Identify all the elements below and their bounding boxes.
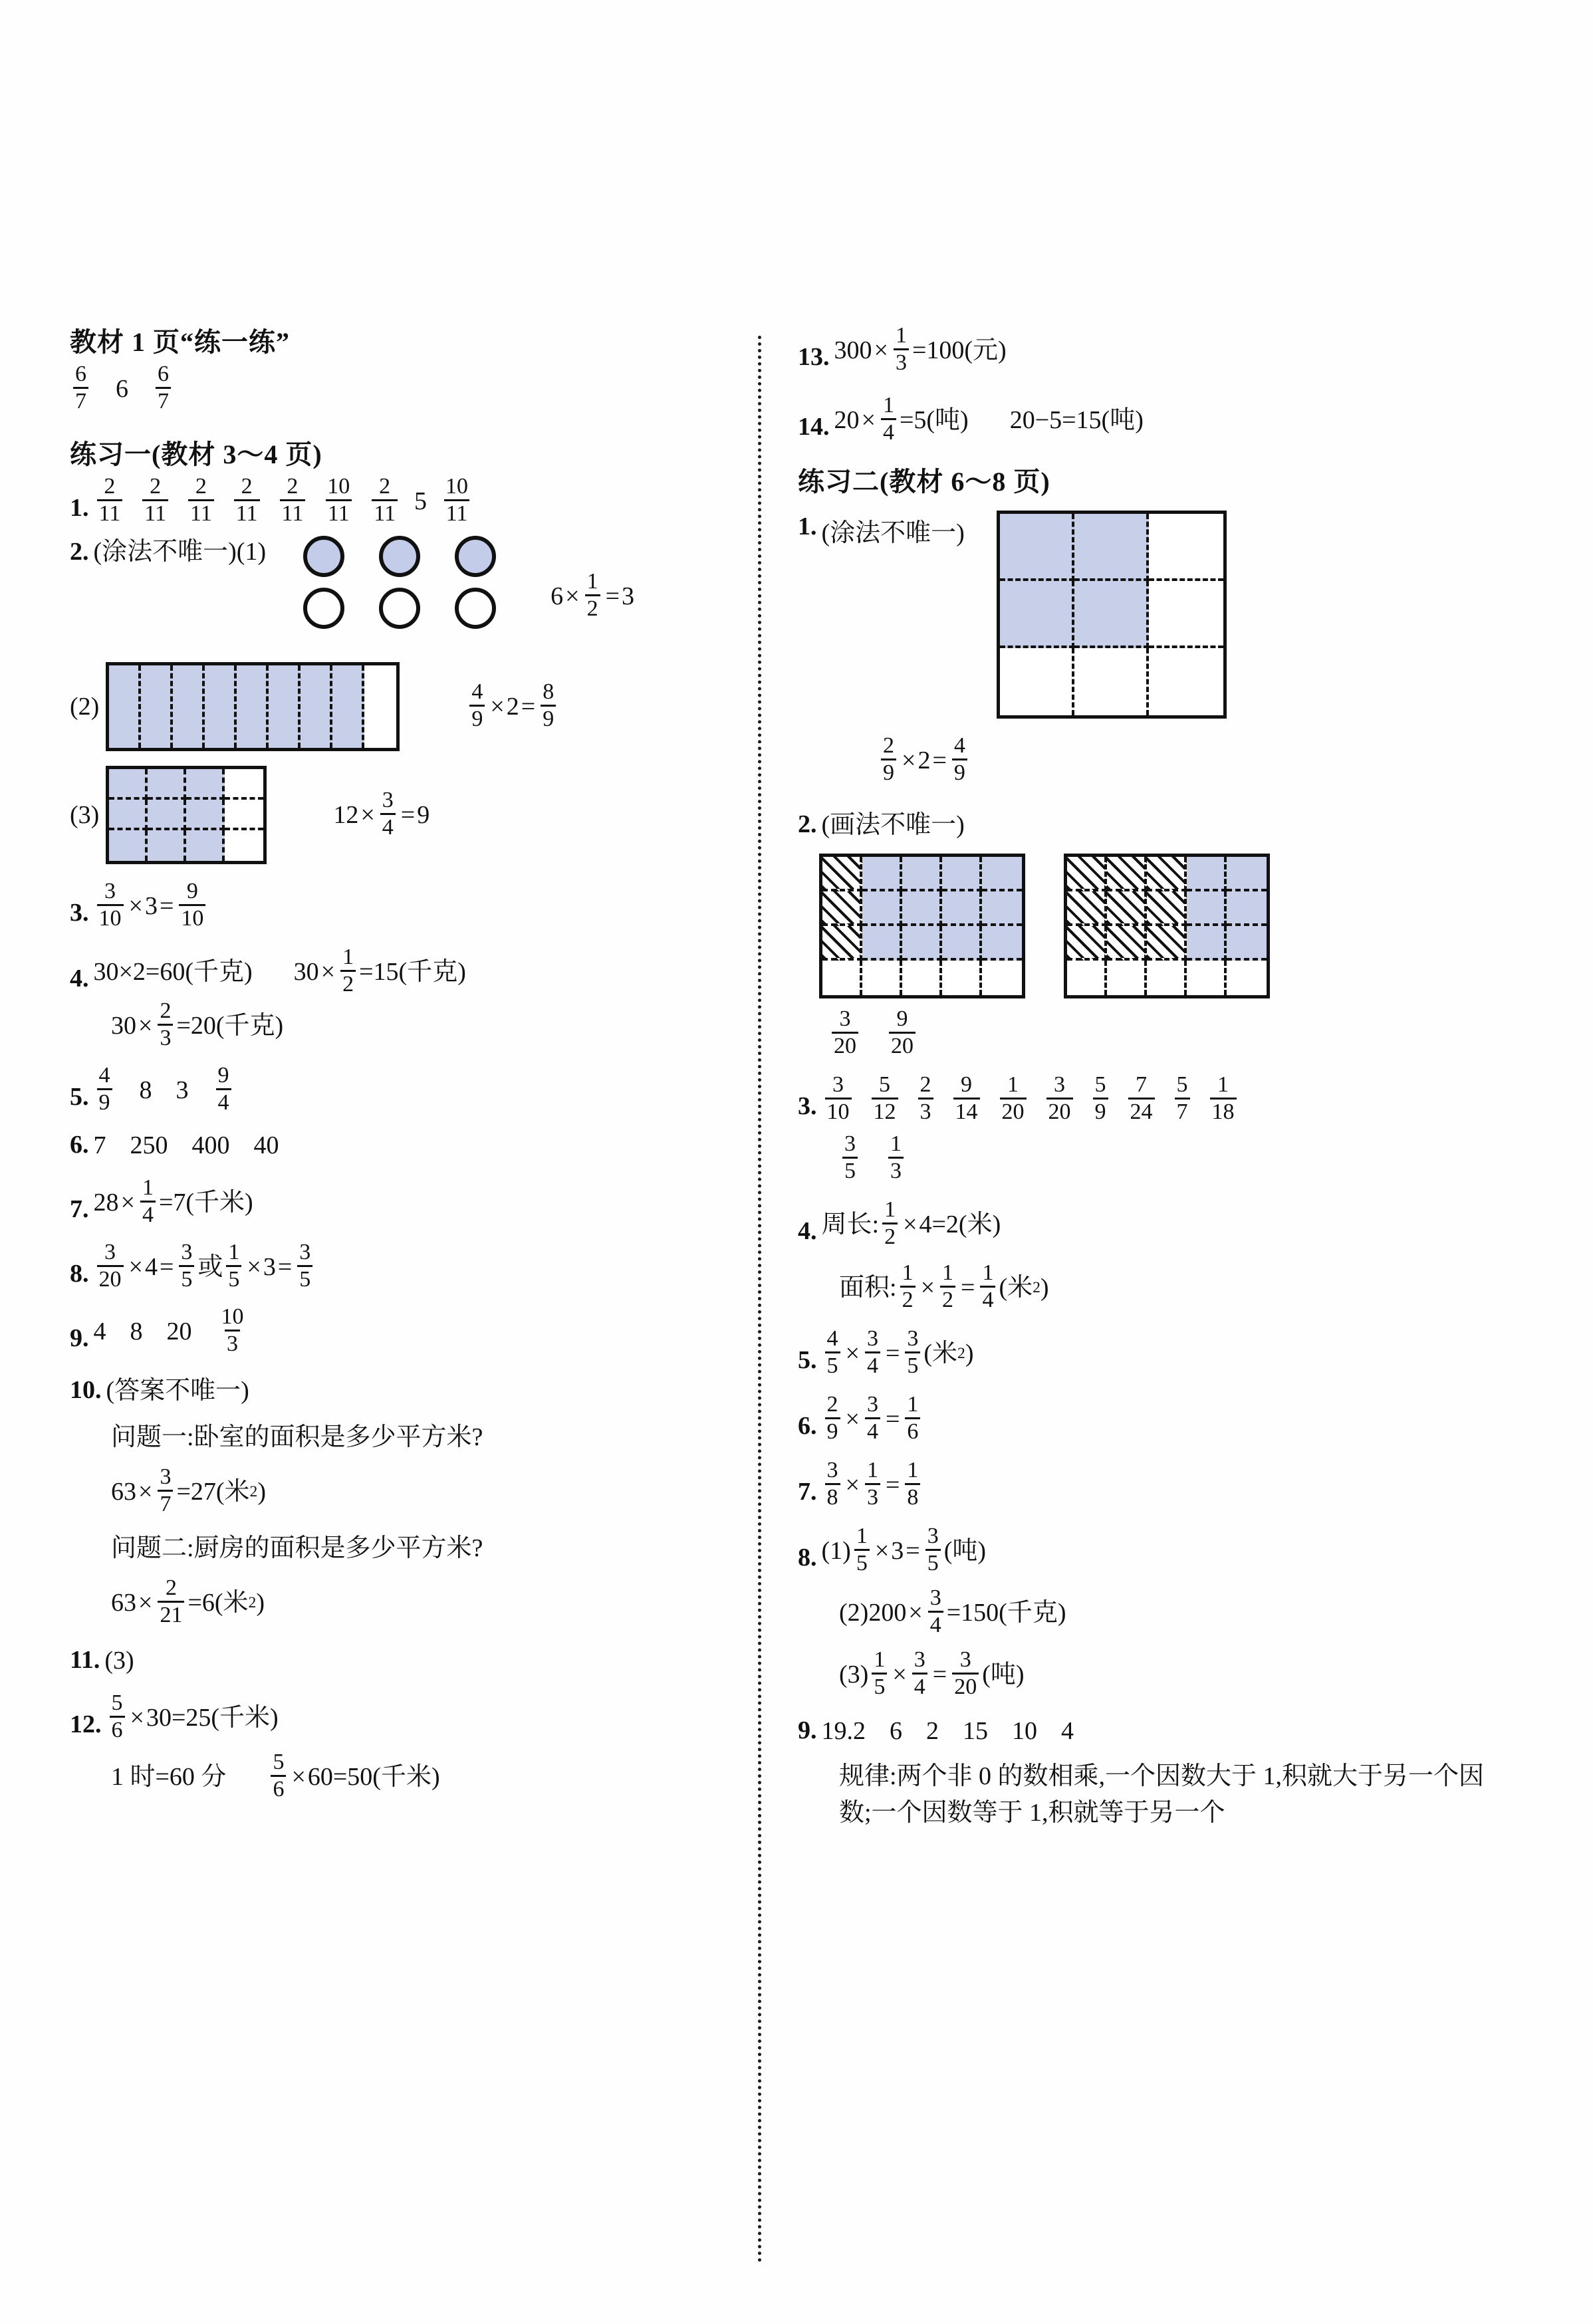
value: 4 bbox=[93, 1317, 106, 1345]
question-number: 8. bbox=[798, 1544, 817, 1572]
grid-cell bbox=[982, 891, 1022, 926]
fraction: $\frac{1}{5}$ bbox=[854, 1525, 870, 1575]
fraction: $\frac{1}{5}$ bbox=[872, 1649, 887, 1698]
grid-cell bbox=[982, 961, 1022, 995]
question-number: 1. bbox=[70, 494, 89, 523]
grid-cell bbox=[822, 961, 862, 995]
label: 面积: bbox=[839, 1273, 897, 1302]
grid-cell bbox=[822, 926, 862, 961]
grid-cell bbox=[982, 926, 1022, 961]
circle-empty bbox=[379, 588, 420, 629]
question-number: 3. bbox=[798, 1092, 817, 1121]
grid-cell bbox=[1149, 581, 1223, 648]
hatch-grid-b-5x4 bbox=[1064, 854, 1270, 998]
heading-textbook-page1: 教材 1 页“练一练” bbox=[70, 327, 290, 357]
grid-cell bbox=[1187, 857, 1227, 891]
question-number: 13. bbox=[798, 343, 830, 372]
fraction: $\frac{4}{5}$ bbox=[825, 1328, 840, 1377]
grid-cell bbox=[1000, 581, 1074, 648]
fraction: $\frac{1}{4}$ bbox=[881, 394, 896, 444]
grid-cell bbox=[109, 830, 148, 861]
fraction: $\frac{2}{3}$ bbox=[158, 1000, 173, 1050]
fraction: $\frac{3}{10}$ bbox=[825, 1074, 852, 1123]
fraction: $\frac{2}{11}$ bbox=[372, 475, 398, 525]
value: 10 bbox=[1012, 1717, 1037, 1746]
part-label: (2) bbox=[839, 1598, 869, 1627]
grid-cell bbox=[186, 769, 225, 800]
question-number: 2. bbox=[798, 810, 817, 839]
grid-cell bbox=[1074, 514, 1149, 581]
question-10-sub2-title: 问题二:厨房的面积是多少平方米? bbox=[111, 1534, 483, 1563]
grid-cell bbox=[1067, 857, 1107, 891]
question-r3-row2 bbox=[839, 1131, 1516, 1184]
fraction: $\frac{2}{11}$ bbox=[97, 475, 123, 525]
question-9-row bbox=[70, 1304, 721, 1357]
grid-cell bbox=[1227, 961, 1267, 995]
question-4-row2 bbox=[111, 998, 721, 1051]
circle-row-empty bbox=[303, 588, 531, 629]
question-12-row2: 1 时=60 分 $\frac{5}{6}$ × 60 =50(千米) bbox=[111, 1750, 440, 1801]
answer-text: (3) bbox=[104, 1647, 134, 1675]
question-6-row bbox=[70, 1129, 721, 1163]
value: 20 bbox=[166, 1317, 192, 1345]
grid-cell bbox=[225, 830, 263, 861]
question-r7-row: 7. $\frac{3}{8}$ × $\frac{1}{3}$ = $\frac{1}{8}$ bbox=[798, 1460, 1516, 1510]
value: 6 bbox=[116, 374, 128, 403]
circle-filled bbox=[455, 536, 496, 577]
value: 250 bbox=[130, 1131, 168, 1160]
fraction: $\frac{1}{2}$ bbox=[340, 946, 356, 996]
grid-cell bbox=[225, 800, 263, 830]
question-r4-row1: 4. 周长: $\frac{1}{2}$ × 4 =2(米) bbox=[798, 1197, 1001, 1249]
grid-cell bbox=[109, 800, 148, 830]
fraction: $\frac{9}{14}$ bbox=[953, 1074, 980, 1123]
question-11-row bbox=[70, 1644, 721, 1679]
fraction: $\frac{3}{4}$ bbox=[865, 1328, 880, 1377]
grid-cell bbox=[1149, 648, 1223, 715]
part-label: (1) bbox=[821, 1536, 851, 1565]
question-1-row bbox=[70, 474, 721, 526]
fraction: $\frac{3}{4}$ bbox=[380, 789, 396, 839]
grid-cell bbox=[942, 961, 982, 995]
question-4-row bbox=[70, 947, 721, 997]
fraction: $\frac{1}{3}$ bbox=[894, 324, 909, 374]
fraction: $\frac{3}{20}$ bbox=[952, 1649, 979, 1698]
question-7-row: 7. 28 × $\frac{1}{4}$ =7(千米) bbox=[70, 1175, 253, 1227]
left-column bbox=[70, 326, 721, 1806]
question-14-row: 14. 20 × $\frac{1}{4}$ =5(吨) 20−5=15(吨) bbox=[798, 393, 1144, 445]
fraction: $\frac{5}{7}$ bbox=[1175, 1074, 1190, 1123]
question-number: 8. bbox=[70, 1260, 89, 1288]
grid-cell bbox=[982, 857, 1022, 891]
question-r6-row: 6. $\frac{2}{9}$ × $\frac{3}{4}$ = $\frac{1}{6}$ bbox=[798, 1395, 1516, 1445]
grid-cell bbox=[148, 830, 186, 861]
right-column bbox=[798, 323, 1516, 1831]
question-number: 9. bbox=[798, 1716, 817, 1745]
circle-row-filled bbox=[303, 536, 531, 577]
fraction: $\frac{1}{5}$ bbox=[226, 1241, 241, 1291]
value: 6 bbox=[890, 1717, 902, 1746]
hatch-grid-a-5x4 bbox=[819, 854, 1025, 998]
question-number: 9. bbox=[70, 1324, 89, 1353]
grid-cell bbox=[1067, 961, 1107, 995]
grid-cell bbox=[1074, 648, 1149, 715]
grid-cell bbox=[1149, 514, 1223, 581]
grid-cell bbox=[1107, 926, 1147, 961]
question-2-header bbox=[70, 536, 721, 639]
question-r3-row1 bbox=[798, 1072, 1516, 1125]
fraction: $\frac{3}{5}$ bbox=[905, 1328, 920, 1377]
question-number: 7. bbox=[798, 1478, 817, 1506]
question-3-row: 3. $\frac{3}{10}$ × 3 = $\frac{9}{10}$ bbox=[70, 881, 721, 931]
question-number: 6. bbox=[70, 1131, 89, 1159]
fraction: $\frac{1}{2}$ bbox=[585, 570, 600, 620]
grid-cell bbox=[942, 857, 982, 891]
equation-2-1: 6 × $\frac{1}{2}$ = 3 bbox=[551, 569, 634, 621]
value: 2 bbox=[926, 1717, 939, 1746]
question-12-row: 12. $\frac{5}{6}$ × 30 =25(千米) bbox=[70, 1690, 279, 1742]
heading-practice-one: 练习一(教材 3～4 页) bbox=[70, 439, 322, 469]
question-number: 2. bbox=[70, 538, 89, 566]
grid-cell bbox=[862, 926, 902, 961]
grid-cell bbox=[109, 769, 148, 800]
grid-cell bbox=[1067, 926, 1107, 961]
fraction: $\frac{10}{11}$ bbox=[443, 475, 470, 525]
question-number: 14. bbox=[798, 413, 830, 441]
grid-cell bbox=[148, 769, 186, 800]
fraction: $\frac{2}{11}$ bbox=[280, 475, 306, 525]
fraction: $\frac{4}{9}$ bbox=[469, 681, 485, 731]
question-r4-row2: 面积: $\frac{1}{2}$ × $\frac{1}{2}$ = $\frac{1}{4}$ (米 2 ) bbox=[839, 1260, 1049, 1312]
fraction: $\frac{3}{8}$ bbox=[825, 1459, 840, 1509]
label: 周长: bbox=[821, 1210, 880, 1238]
grid-cell bbox=[1147, 857, 1187, 891]
fraction: $\frac{5}{6}$ bbox=[110, 1692, 125, 1742]
fraction: $\frac{7}{24}$ bbox=[1128, 1074, 1155, 1123]
grid-cell bbox=[225, 769, 263, 800]
fraction: $\frac{1}{2}$ bbox=[882, 1199, 898, 1248]
fraction: $\frac{2}{11}$ bbox=[142, 475, 168, 525]
expression: 20−5=15(吨) bbox=[1009, 406, 1144, 434]
circle-empty bbox=[455, 588, 496, 629]
question-10-sub1-title: 问题一:卧室的面积是多少平方米? bbox=[111, 1423, 483, 1452]
grid-cell bbox=[1107, 891, 1147, 926]
fraction: $\frac{1}{2}$ bbox=[940, 1262, 955, 1312]
fraction: $\frac{2}{21}$ bbox=[158, 1577, 184, 1627]
fraction: $\frac{5}{6}$ bbox=[271, 1751, 286, 1801]
grid-cell bbox=[902, 891, 942, 926]
value: 400 bbox=[191, 1131, 230, 1160]
grid-cell bbox=[822, 891, 862, 926]
fraction: $\frac{1}{4}$ bbox=[140, 1177, 156, 1226]
question-number: 6. bbox=[798, 1412, 817, 1441]
question-8-row: 8. $\frac{3}{20}$ × 4 = $\frac{3}{5}$ 或 $\frac{1}{5}$ × 3 = $\frac{3}{5}$ bbox=[70, 1242, 721, 1292]
question-2-part2 bbox=[70, 662, 721, 751]
question-r8-part2: (2) 200 × $\frac{3}{4}$ =150(千克) bbox=[839, 1585, 1066, 1637]
grid-cell bbox=[902, 857, 942, 891]
grid-cell bbox=[1187, 891, 1227, 926]
circle-filled bbox=[379, 536, 420, 577]
grid-cell bbox=[1000, 514, 1074, 581]
note-text: (涂法不唯一) bbox=[821, 519, 965, 547]
question-number: 5. bbox=[70, 1083, 89, 1111]
grid-cell bbox=[1147, 961, 1187, 995]
question-r2-header bbox=[798, 808, 1516, 843]
fraction: $\frac{1}{3}$ bbox=[865, 1459, 880, 1509]
fraction: $\frac{3}{5}$ bbox=[297, 1241, 312, 1291]
expression: 30 × $\frac{1}{2}$ =15(千克) bbox=[293, 945, 466, 996]
grid-cell bbox=[173, 665, 205, 748]
question-r8-part1: 8. (1) $\frac{1}{5}$ × 3 = $\frac{3}{5}$ (吨) bbox=[798, 1524, 986, 1575]
grid-cell bbox=[186, 830, 225, 861]
question-r2-answers bbox=[828, 1006, 1516, 1059]
fraction: $\frac{1}{3}$ bbox=[888, 1133, 904, 1183]
grid-cell bbox=[942, 891, 982, 926]
fraction: $\frac{4}{9}$ bbox=[952, 735, 967, 784]
fraction: $\frac{5}{9}$ bbox=[1093, 1074, 1108, 1123]
grid-cell bbox=[1227, 926, 1267, 961]
fraction: $\frac{2}{9}$ bbox=[881, 735, 896, 784]
question-10-sub1-eq: 63 × $\frac{3}{7}$ =27(米 2 ) bbox=[111, 1464, 266, 1516]
fraction: $\frac{6}{7}$ bbox=[156, 363, 171, 413]
question-5-row bbox=[70, 1063, 721, 1115]
value: 19.2 bbox=[821, 1717, 866, 1746]
fraction: $\frac{1}{4}$ bbox=[980, 1262, 995, 1312]
value: 4 bbox=[1061, 1717, 1074, 1746]
fraction: $\frac{2}{9}$ bbox=[825, 1393, 840, 1443]
circle-filled bbox=[303, 536, 344, 577]
grid-cell bbox=[1227, 857, 1267, 891]
fraction: $\frac{3}{4}$ bbox=[865, 1393, 880, 1443]
grid-cell bbox=[902, 926, 942, 961]
fraction: $\frac{6}{7}$ bbox=[73, 363, 88, 413]
fraction: $\frac{1}{18}$ bbox=[1210, 1074, 1237, 1123]
question-number: 4. bbox=[798, 1217, 817, 1246]
fraction: $\frac{2}{3}$ bbox=[918, 1074, 933, 1123]
question-number: 5. bbox=[798, 1346, 817, 1375]
grid-cell bbox=[301, 665, 332, 748]
fraction: $\frac{8}{9}$ bbox=[541, 681, 556, 731]
grid-cell bbox=[1067, 891, 1107, 926]
value: 15 bbox=[963, 1717, 988, 1746]
grid-cell bbox=[1227, 891, 1267, 926]
expression: 30×2=60(千克) bbox=[93, 957, 253, 986]
question-number: 3. bbox=[70, 899, 89, 927]
grid-cell bbox=[237, 665, 269, 748]
note-text: (画法不唯一) bbox=[821, 811, 965, 840]
fraction: $\frac{3}{5}$ bbox=[925, 1525, 941, 1575]
answer-row-practice bbox=[70, 364, 721, 414]
grid-cell bbox=[109, 665, 141, 748]
circles-diagram bbox=[303, 536, 531, 639]
grid-cell bbox=[332, 665, 364, 748]
rect-grid-4x3 bbox=[106, 766, 267, 864]
fraction: $\frac{9}{10}$ bbox=[179, 880, 205, 930]
question-r8-part3: (3) $\frac{1}{5}$ × $\frac{3}{4}$ = $\frac{3}{20}$ (吨) bbox=[839, 1647, 1025, 1699]
part-label: (3) bbox=[839, 1660, 869, 1688]
question-number: 4. bbox=[70, 965, 89, 993]
question-10-header bbox=[70, 1374, 721, 1409]
fraction: $\frac{3}{5}$ bbox=[842, 1133, 858, 1183]
value: 8 bbox=[130, 1317, 143, 1345]
fraction: $\frac{3}{20}$ bbox=[97, 1241, 124, 1291]
conjunction: 或 bbox=[197, 1252, 223, 1281]
value: 8 bbox=[139, 1076, 152, 1104]
grid-cell bbox=[205, 665, 237, 748]
grid-cell bbox=[1187, 961, 1227, 995]
question-r1-header bbox=[798, 511, 1516, 719]
fraction: $\frac{9}{20}$ bbox=[889, 1008, 916, 1058]
fraction: $\frac{3}{4}$ bbox=[928, 1587, 943, 1637]
part-label: (2) bbox=[70, 693, 100, 721]
grid-cell bbox=[942, 926, 982, 961]
fraction: $\frac{3}{7}$ bbox=[158, 1466, 173, 1516]
value: 40 bbox=[253, 1131, 279, 1160]
grid-cell bbox=[148, 800, 186, 830]
question-number: 12. bbox=[70, 1710, 102, 1739]
question-r9-row bbox=[798, 1714, 1516, 1749]
grid-cell bbox=[1187, 926, 1227, 961]
grid-cell bbox=[1000, 648, 1074, 715]
grid-cell bbox=[902, 961, 942, 995]
grid-cell bbox=[1147, 926, 1187, 961]
value: 3 bbox=[176, 1076, 189, 1104]
equation-2-3: 12 × $\frac{3}{4}$ = 9 bbox=[333, 787, 430, 840]
part-label: (3) bbox=[70, 801, 100, 829]
square-grid-3x3 bbox=[997, 511, 1227, 719]
expression: 30 × $\frac{2}{3}$ =20(千克) bbox=[111, 998, 284, 1050]
value: 7 bbox=[93, 1131, 106, 1160]
grid-cell bbox=[1107, 961, 1147, 995]
value: 5 bbox=[414, 487, 427, 515]
grid-cell bbox=[186, 800, 225, 830]
question-r1-equation: $\frac{2}{9}$ × 2 = $\frac{4}{9}$ bbox=[878, 736, 1516, 786]
question-r2-diagrams bbox=[819, 854, 1516, 998]
fraction: $\frac{9}{4}$ bbox=[216, 1064, 231, 1114]
grid-cell bbox=[862, 857, 902, 891]
circle-empty bbox=[303, 588, 344, 629]
fraction: $\frac{10}{3}$ bbox=[221, 1304, 244, 1356]
fraction: $\frac{5}{12}$ bbox=[872, 1074, 898, 1123]
fraction: $\frac{10}{11}$ bbox=[325, 475, 352, 525]
question-13-row: 13. 300 × $\frac{1}{3}$ =100(元) bbox=[798, 323, 1007, 375]
grid-cell bbox=[1147, 891, 1187, 926]
grid-cell bbox=[141, 665, 173, 748]
fraction: $\frac{3}{4}$ bbox=[912, 1649, 927, 1698]
question-number: 7. bbox=[70, 1195, 89, 1224]
heading-practice-two: 练习二(教材 6～8 页) bbox=[798, 467, 1050, 497]
fraction: $\frac{3}{20}$ bbox=[1046, 1074, 1073, 1123]
fraction: $\frac{2}{11}$ bbox=[188, 475, 214, 525]
question-number: 10. bbox=[70, 1376, 102, 1405]
question-r5-row: 5. $\frac{4}{5}$ × $\frac{3}{4}$ = $\frac{3}{5}$ (米 2 ) bbox=[798, 1326, 974, 1378]
grid-cell bbox=[269, 665, 301, 748]
question-number: 1. bbox=[798, 513, 817, 540]
fraction: $\frac{1}{20}$ bbox=[1000, 1074, 1027, 1123]
grid-cell bbox=[822, 857, 862, 891]
fraction: $\frac{2}{11}$ bbox=[234, 475, 260, 525]
fraction: $\frac{3}{10}$ bbox=[97, 880, 124, 930]
fraction: $\frac{1}{6}$ bbox=[905, 1393, 920, 1443]
grid-cell bbox=[1074, 581, 1149, 648]
question-2-part3 bbox=[70, 766, 721, 864]
grid-cell bbox=[862, 891, 902, 926]
question-number: 11. bbox=[70, 1646, 100, 1675]
strip-grid-9 bbox=[106, 662, 400, 751]
rule-statement: 规律:两个非 0 的数相乘,一个因数大于 1,积就大于另一个因数;一个因数等于 1,积就等于另一个 bbox=[839, 1762, 1485, 1827]
question-10-sub2-eq: 63 × $\frac{2}{21}$ =6(米 2 ) bbox=[111, 1575, 265, 1627]
fraction: $\frac{3}{5}$ bbox=[179, 1241, 194, 1291]
equation-2-2: $\frac{4}{9}$ × 2 = $\frac{8}{9}$ bbox=[466, 682, 559, 732]
grid-cell bbox=[862, 961, 902, 995]
fraction: $\frac{3}{20}$ bbox=[832, 1008, 858, 1058]
fraction: $\frac{1}{8}$ bbox=[905, 1459, 920, 1509]
fraction: $\frac{1}{2}$ bbox=[900, 1262, 916, 1312]
note-text: (涂法不唯一)(1) bbox=[93, 538, 267, 566]
grid-cell bbox=[364, 665, 396, 748]
grid-cell bbox=[1107, 857, 1147, 891]
note-text: (答案不唯一) bbox=[106, 1377, 249, 1405]
fraction: $\frac{4}{9}$ bbox=[97, 1064, 112, 1114]
